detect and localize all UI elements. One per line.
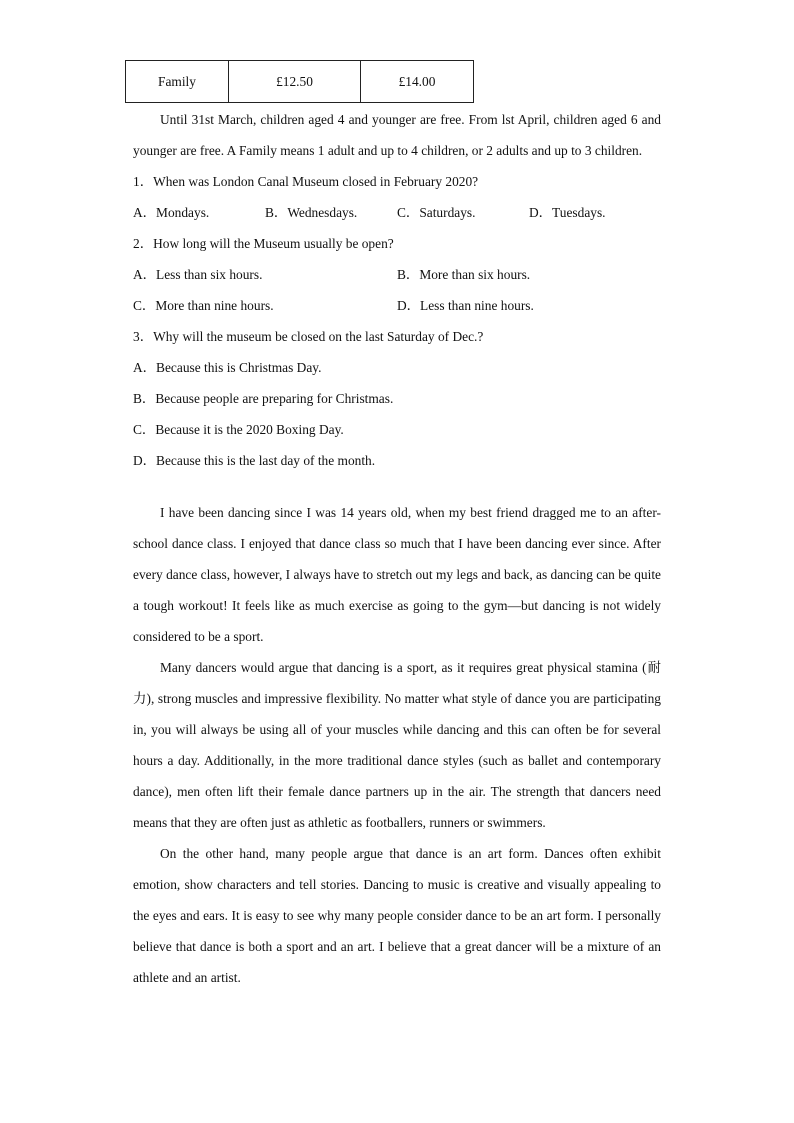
- option-c: C．More than nine hours.: [133, 298, 274, 313]
- option-a: A．Less than six hours.: [133, 267, 263, 282]
- question-1: [133, 166, 661, 228]
- option-d: D．Less than nine hours.: [397, 298, 534, 313]
- option-b: B．Wednesdays.: [265, 205, 358, 220]
- question-stem: 3．Why will the museum be closed on the last Saturday of Dec.?: [133, 329, 484, 344]
- options-row: [133, 197, 661, 228]
- passage-paragraph: On the other hand, many people argue that dance is an art form. Dances often exhibit emotion, show characters and tell stories. Dancing to music is creative and visually appealing to the eyes and ears. It is easy to see why many people consider dance to be an art form. I personally believe that dance is both a sport and an art. I believe that a great dancer will be a mixture of an athlete and an artist.: [133, 846, 661, 985]
- admission-note: Until 31st March, children aged 4 and younger are free. From lst April, children aged 6 and younger are free. A Family means 1 adult and up to 4 children, or 2 adults and up to 3 children.: [133, 112, 661, 158]
- options-row: [133, 290, 661, 321]
- admission-fees-table: [125, 60, 474, 103]
- price-cell: £14.00: [361, 61, 474, 103]
- question-2: [133, 228, 661, 321]
- ticket-type-cell: Family: [126, 61, 229, 103]
- option-d: D．Tuesdays.: [529, 205, 606, 220]
- option-b: B．Because people are preparing for Christmas.: [133, 391, 394, 406]
- option-a: A．Because this is Christmas Day.: [133, 360, 322, 375]
- passage-paragraph: Many dancers would argue that dancing is a sport, as it requires great physical stamina (耐力), strong muscles and impressive flexibility. No matter what style of dance you are participating in, you will always be using all of your muscles while dancing and this can often be for several hours a day. Additionally, in the more traditional dance styles (such as ballet and contemporary dance), men often lift their female dance partners up in the air. The strength that dancers need means that they are often just as athletic as footballers, runners or swimmers.: [133, 660, 661, 830]
- question-stem: 1．When was London Canal Museum closed in February 2020?: [133, 174, 479, 189]
- question-3: [133, 321, 661, 476]
- options-row: [133, 259, 661, 290]
- document-content: [133, 104, 661, 993]
- option-a: A．Mondays.: [133, 205, 210, 220]
- table-row: [126, 61, 474, 103]
- price-cell: £12.50: [229, 61, 361, 103]
- passage-paragraph: I have been dancing since I was 14 years old, when my best friend dragged me to an after-school dance class. I enjoyed that dance class so much that I have been dancing ever since. After every dance class, however, I always have to stretch out my legs and back, as dancing can be quite a tough workout! It feels like as much exercise as going to the gym—but dancing is not widely considered to be a sport.: [133, 505, 661, 644]
- option-b: B．More than six hours.: [397, 267, 531, 282]
- reading-passage: [133, 497, 661, 993]
- option-c: C．Saturdays.: [397, 205, 476, 220]
- option-c: C．Because it is the 2020 Boxing Day.: [133, 422, 344, 437]
- question-stem: 2．How long will the Museum usually be open?: [133, 236, 394, 251]
- option-d: D．Because this is the last day of the month.: [133, 453, 376, 468]
